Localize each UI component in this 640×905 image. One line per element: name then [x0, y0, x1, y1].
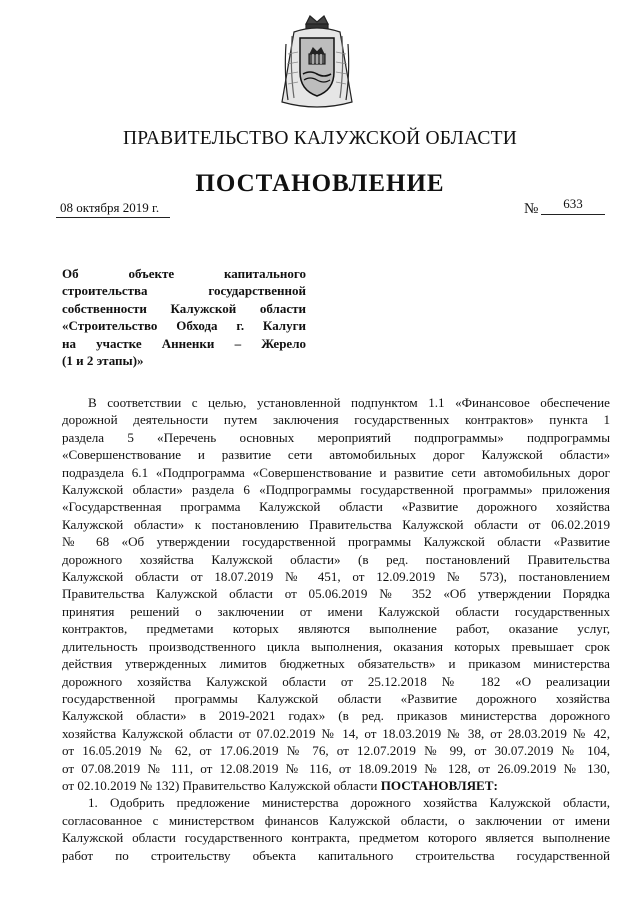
body-line: 1. Одобрить предложение министерства дорожного хозяйства Калужской области,: [88, 795, 610, 811]
subject-line: «Строительство Обхода г. Калуги: [62, 318, 306, 334]
body-line: дорожного хозяйства Калужской области» (в ред. постановлений Правительства: [62, 551, 610, 567]
body-line: дорожной деятельности путем заключения государственных контрактов» пункта 1: [62, 412, 610, 428]
body-line: В соответствии с целью, установленной подпунктом 1.1 «Финансовое обеспечение: [88, 395, 610, 410]
body-line: Калужской области от 18.07.2019 № 451, от 12.09.2019 № 573), постановлением: [62, 569, 610, 585]
body-line: принятия решений о заключении от имени Калужской области государственных: [62, 603, 610, 619]
body-line: согласованное с министерством финансов Калужской области, о заключении от имени: [62, 812, 610, 828]
body-line: от 07.08.2019 № 111, от 12.08.2019 № 116, от 18.09.2019 № 128, от 26.09.2019 № 130,: [62, 760, 610, 776]
body-line: подраздела 6.1 «Подпрограмма «Совершенствование и развитие сети автомобильных дорог: [62, 464, 610, 480]
body-line: «Государственная программа Калужской области «Развитие дорожного хозяйства: [62, 499, 610, 515]
body-line-text: от 02.10.2019 № 132) Правительство Калужской области: [62, 777, 378, 793]
body-line: длительность производственного цикла выполнения, оказания которых превышает срок: [62, 638, 610, 654]
body-line: государственной программы Калужской области «Развитие дорожного хозяйства: [62, 690, 610, 706]
body-line: от 16.05.2019 № 62, от 17.06.2019 № 76, от 12.07.2019 № 99, от 30.07.2019 № 104,: [62, 743, 610, 759]
subject-line: Об объекте капитального: [62, 266, 306, 281]
body-line-with-decree: [62, 777, 610, 794]
body-line: контрактов, предметами которых являются выполнение работ, оказание услуг,: [62, 621, 610, 637]
body-line: Правительства Калужской области от 05.06.2019 № 352 «Об утверждении Порядка: [62, 586, 610, 602]
body-line: хозяйства Калужской области от 07.02.2019 № 14, от 18.03.2019 № 38, от 28.03.2019 № 42,: [62, 725, 610, 741]
body-line: № 68 «Об утверждении государственной программы Калужской области «Развитие: [62, 534, 610, 550]
subject-line: строительства государственной: [62, 283, 306, 299]
body-line: Калужской области» раздела 6 «Подпрограммы государственной программы» приложения: [62, 482, 610, 498]
body-line: раздела 5 «Перечень основных мероприятий подпрограммы» подпрограммы: [62, 429, 610, 445]
coat-of-arms-icon: [276, 14, 358, 112]
subject-line: (1 и 2 этапы)»: [62, 353, 144, 369]
subject-block: [62, 265, 306, 369]
body-line: Калужской области» в 2019-2021 годах» (в ред. приказов министерства дорожного: [62, 708, 610, 724]
body-line: Калужской области государственного контракта, предметом которого является выполнение: [62, 830, 610, 846]
body-line: работ по строительству объекта капитального строительства государственной: [62, 847, 610, 863]
document-date: 08 октября 2019 г.: [56, 200, 170, 218]
document-type-title: ПОСТАНОВЛЕНИЕ: [195, 170, 445, 197]
body-line: Калужской области» к постановлению Правительства Калужской области от 06.02.2019: [62, 516, 610, 532]
body-text: [62, 394, 610, 864]
subject-line: собственности Калужской области: [62, 300, 306, 316]
body-line: действия утвержденных лимитов бюджетных обязательств» и приказом министерства: [62, 656, 610, 672]
number-sign: №: [524, 201, 539, 217]
document-number: 633: [541, 196, 605, 215]
body-line: дорожного хозяйства Калужской области от 25.12.2018 № 182 «О реализации: [62, 673, 610, 689]
government-title: ПРАВИТЕЛЬСТВО КАЛУЖСКОЙ ОБЛАСТИ: [123, 128, 517, 149]
body-line: «Совершенствование и развитие сети автомобильных дорог Калужской области»: [62, 447, 610, 463]
decree-word: ПОСТАНОВЛЯЕТ:: [380, 777, 498, 793]
subject-line: на участке Анненки – Жерело: [62, 335, 306, 351]
